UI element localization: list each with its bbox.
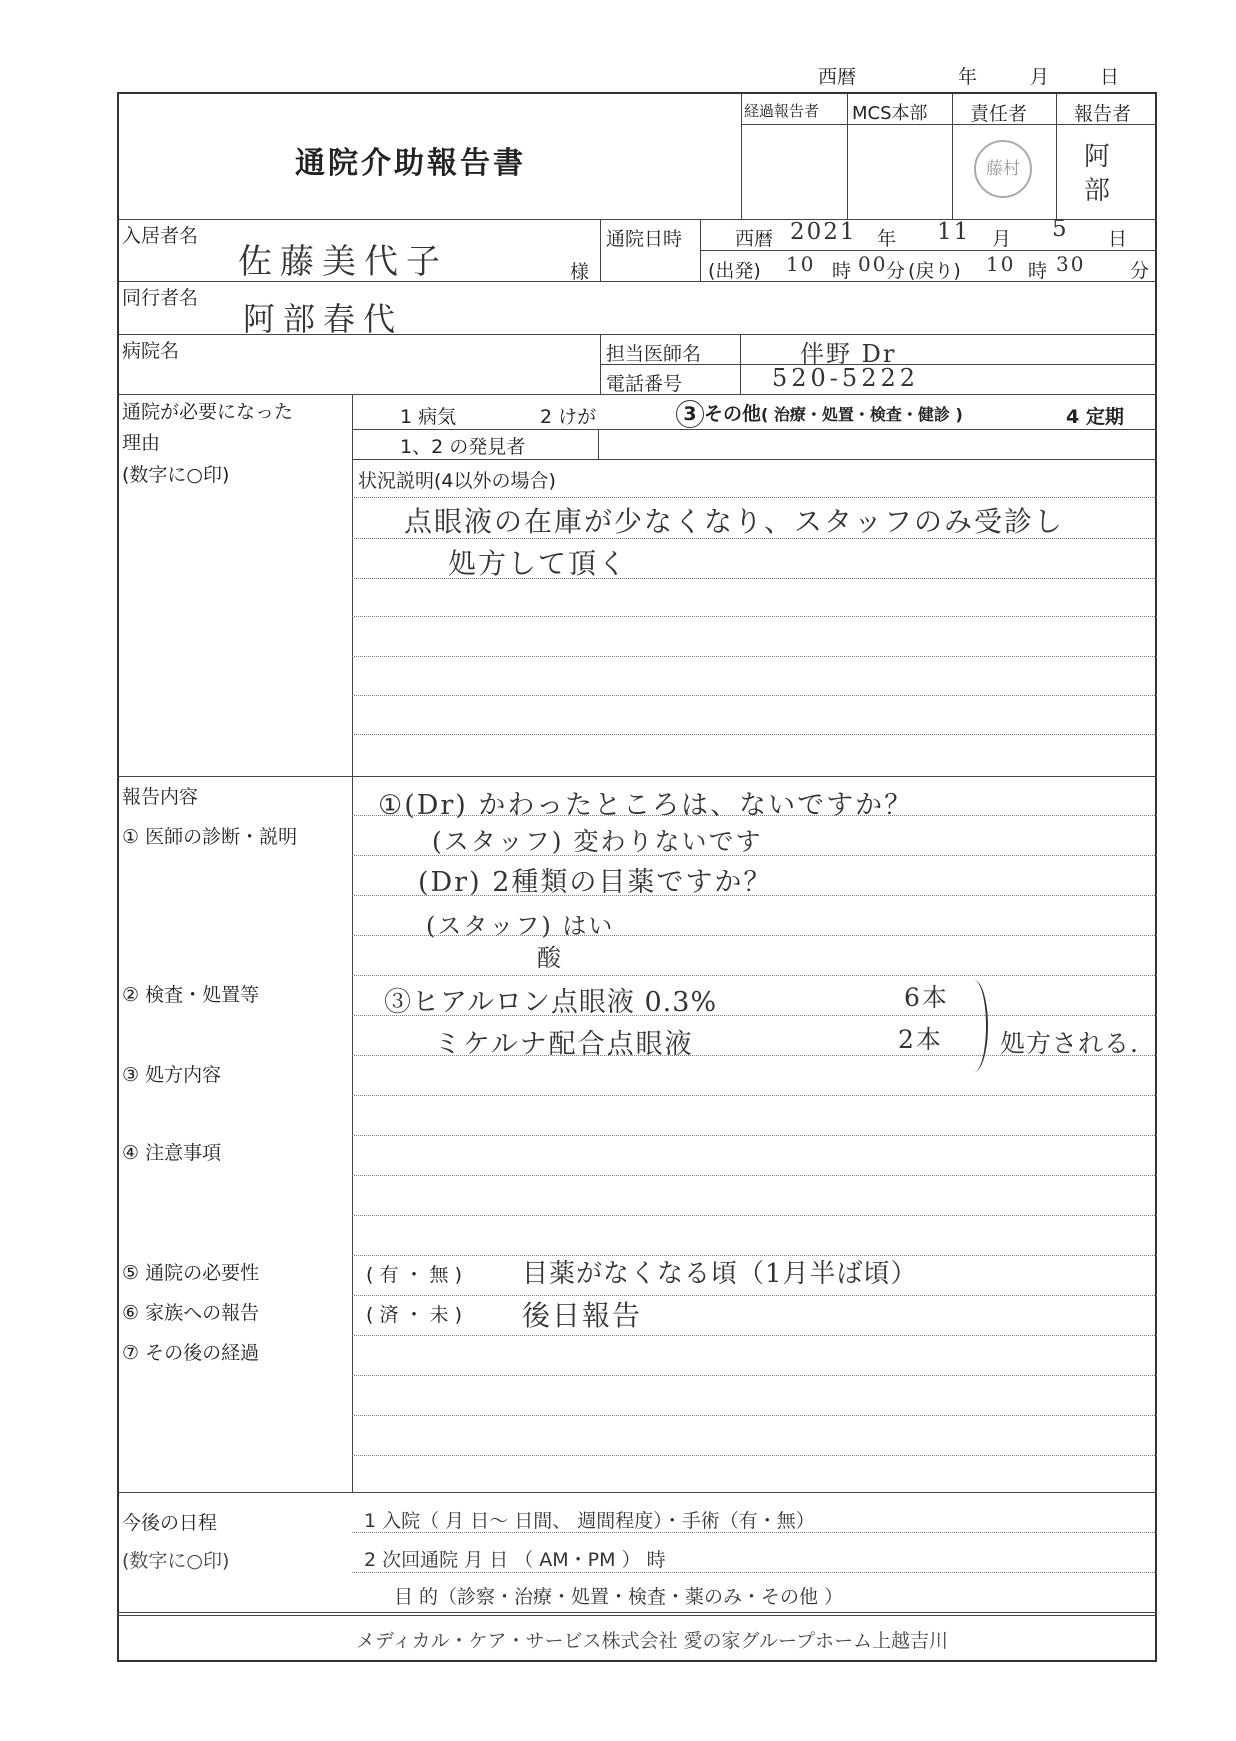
diagnosis-line-3: (Dr) 2種類の目薬ですか？ bbox=[418, 867, 773, 898]
schedule-line-2: 2 次回通院 月 日 （ AM・PM ） 時 bbox=[364, 1549, 666, 1571]
doctor-label: 担当医師名 bbox=[606, 343, 702, 365]
report-item-3: ③ 処方内容 bbox=[122, 1064, 222, 1086]
return-hour: 10 bbox=[986, 252, 1016, 276]
visit-year: 2021 bbox=[790, 219, 857, 245]
rx-qty-1: 6本 bbox=[904, 983, 949, 1012]
rx-bracket bbox=[960, 980, 988, 1072]
doctor-name: 伴野 Dr bbox=[800, 340, 897, 368]
reason-opt3 bbox=[676, 399, 963, 428]
reporter-name: 阿部 bbox=[1084, 142, 1113, 206]
phone-number: 520-5222 bbox=[772, 364, 919, 392]
reason-label-2: 理由 bbox=[122, 432, 161, 454]
visit-month: 11 bbox=[937, 219, 971, 245]
visit-day: 5 bbox=[1052, 216, 1069, 242]
report-item-4: ④ 注意事項 bbox=[122, 1142, 222, 1164]
schedule-line-3: 目 的（診察・治療・処置・検査・薬のみ・その他 ） bbox=[394, 1586, 844, 1608]
situation-line-2: 処方して頂く bbox=[448, 547, 629, 580]
footer-company: メディカル・ケア・サービス株式会社 愛の家グループホーム上越吉川 bbox=[356, 1630, 949, 1652]
visit-datetime-label: 通院日時 bbox=[606, 228, 683, 250]
rx-annotation: 酸 bbox=[537, 944, 563, 972]
return-min: 30 bbox=[1056, 252, 1086, 276]
report-label: 報告内容 bbox=[122, 786, 199, 808]
rx-qty-2: 2本 bbox=[898, 1025, 943, 1054]
hospital-label: 病院名 bbox=[122, 340, 180, 362]
visit-month-unit: 月 bbox=[992, 228, 1012, 250]
visit-era: 西暦 bbox=[735, 228, 774, 250]
family-options: ( 済 ・ 未 ) bbox=[366, 1304, 462, 1326]
header-day-unit: 日 bbox=[1100, 66, 1120, 88]
depart-hour: 10 bbox=[786, 252, 816, 276]
necessity-options: ( 有 ・ 無 ) bbox=[366, 1264, 462, 1286]
return-label: (戻り) bbox=[908, 260, 961, 282]
necessity-note: 目薬がなくなる頃（1月半ば頃） bbox=[522, 1259, 918, 1289]
situation-line-1: 点眼液の在庫が少なくなり、スタッフのみ受診し bbox=[404, 505, 1065, 538]
reason-opt3-detail: ( 治療・処置・検査・健診 ) bbox=[761, 405, 963, 424]
diagnosis-line-4: (スタッフ) はい bbox=[426, 912, 615, 940]
form-title: 通院介助報告書 bbox=[295, 146, 526, 181]
report-item-2: ② 検査・処置等 bbox=[122, 984, 260, 1006]
reason-label-1: 通院が必要になった bbox=[122, 401, 294, 423]
return-min-unit: 分 bbox=[1130, 260, 1150, 282]
report-item-6: ⑥ 家族への報告 bbox=[122, 1302, 260, 1324]
rx-note: 処方される. bbox=[1000, 1029, 1139, 1058]
mcs-hq-label: MCS本部 bbox=[852, 103, 928, 124]
schedule-line-1: 1 入院（ 月 日～ 日間、 週間程度）・手術（有・無） bbox=[364, 1510, 815, 1532]
resident-name: 佐藤美代子 bbox=[238, 242, 448, 282]
discoverer-label: 1、2 の発見者 bbox=[400, 436, 526, 458]
responsible-label: 責任者 bbox=[970, 103, 1028, 125]
phone-label: 電話番号 bbox=[606, 373, 683, 395]
depart-min-unit: 分 bbox=[886, 260, 906, 282]
rx-line-2: ミケルナ配合点眼液 bbox=[434, 1029, 694, 1060]
reason-label-3: (数字に○印) bbox=[122, 464, 230, 486]
depart-min: 00 bbox=[858, 252, 888, 276]
situation-label: 状況説明(4以外の場合) bbox=[358, 470, 556, 492]
schedule-label-2: (数字に○印) bbox=[122, 1550, 230, 1572]
report-item-7: ⑦ その後の経過 bbox=[122, 1342, 260, 1364]
return-hour-unit: 時 bbox=[1028, 260, 1048, 282]
depart-label: (出発) bbox=[708, 260, 761, 282]
reporter-label: 報告者 bbox=[1074, 103, 1132, 125]
schedule-label: 今後の日程 bbox=[122, 1512, 218, 1534]
visit-day-unit: 日 bbox=[1108, 228, 1128, 250]
companion-label: 同行者名 bbox=[122, 287, 199, 309]
visit-year-unit: 年 bbox=[877, 228, 897, 250]
resident-label: 入居者名 bbox=[122, 225, 199, 247]
rx-line-1: ③ヒアルロン点眼液 0.3% bbox=[384, 987, 718, 1018]
reason-opt3-label: その他 bbox=[704, 403, 762, 425]
header-year-unit: 年 bbox=[958, 66, 978, 88]
family-note: 後日報告 bbox=[522, 1299, 643, 1332]
diagnosis-line-2: (スタッフ) 変わりないです bbox=[432, 827, 763, 856]
companion-name: 阿部春代 bbox=[243, 300, 404, 338]
report-item-5: ⑤ 通院の必要性 bbox=[122, 1262, 260, 1284]
diagnosis-line-1: ①(Dr) かわったところは、ないですか？ bbox=[378, 790, 914, 821]
progress-reporter-label: 経過報告者 bbox=[744, 102, 820, 120]
header-month-unit: 月 bbox=[1030, 66, 1050, 88]
reason-opt1: 1 病気 bbox=[400, 406, 457, 428]
resident-honorific: 様 bbox=[570, 261, 590, 283]
report-item-1: ① 医師の診断・説明 bbox=[122, 826, 298, 848]
depart-hour-unit: 時 bbox=[832, 260, 852, 282]
reason-opt4: 4 定期 bbox=[1066, 406, 1124, 428]
reason-opt2: 2 けが bbox=[540, 406, 597, 428]
reason-opt3-circle: 3 bbox=[676, 400, 704, 428]
responsible-stamp: 藤村 bbox=[974, 140, 1032, 198]
header-era: 西暦 bbox=[818, 66, 857, 88]
